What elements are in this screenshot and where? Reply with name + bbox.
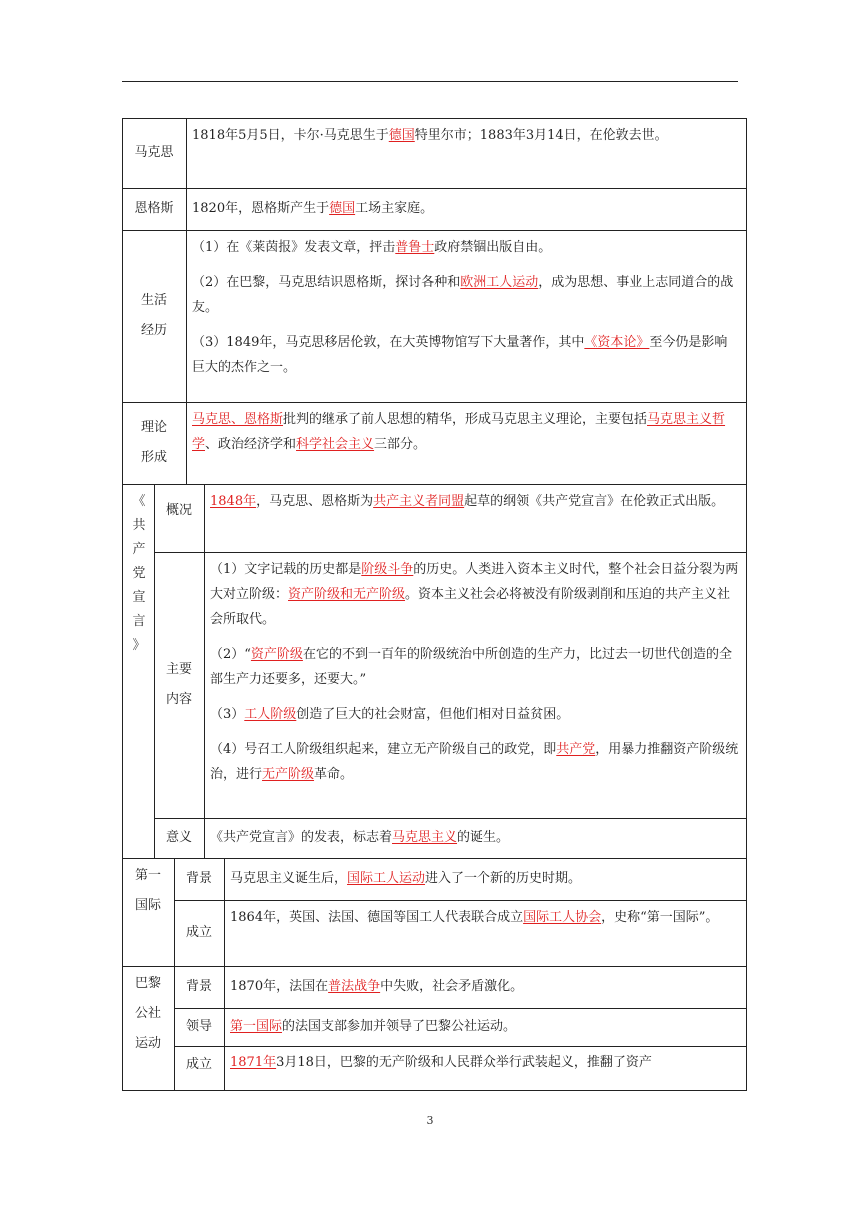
table-border (154, 484, 155, 858)
manifesto-overview-label: 概况 (165, 503, 192, 518)
table-border (122, 118, 123, 1091)
manifesto-group-label: 《 共 产 党 宣 言 》 (132, 494, 146, 653)
table-border (122, 858, 746, 859)
table-border (122, 966, 746, 967)
marx-content: 1818年5月5日，卡尔·马克思生于德国特里尔市；1883年3月14日，在伦敦去世。 (192, 128, 668, 143)
pc-leadership-content: 第一国际的法国支部参加并领导了巴黎公社运动。 (230, 1019, 517, 1034)
pc-background-content: 1870年，法国在普法战争中失败，社会矛盾激化。 (230, 979, 524, 994)
paris-commune-group-label: 巴黎 公社 运动 (134, 976, 161, 1051)
table-border (224, 858, 225, 1090)
pc-founding-content: 1871年3月18日，巴黎的无产阶级和人民群众举行武装起义，推翻了资产 (230, 1055, 652, 1070)
manifesto-content-label: 主要 内容 (165, 662, 192, 707)
fi-founding-label: 成立 (185, 925, 212, 940)
fi-founding-content: 1864年，英国、法国、德国等国工人代表联合成立国际工人协会，史称“第一国际”。 (230, 910, 719, 925)
table-border (122, 118, 746, 119)
marx-label: 马克思 (134, 145, 174, 160)
table-border (122, 1090, 746, 1091)
life-item-1: （1）在《莱茵报》发表文章，抨击普鲁士政府禁锢出版自由。 (192, 240, 552, 255)
manifesto-point-1: （1）文字记载的历史都是阶级斗争的历史。人类进入资本主义时代，整个社会日益分裂为两大对立阶级：资产阶级和无产阶级。资本主义社会必将被没有阶级剥削和压迫的共产主义社会所取代。 (210, 562, 739, 627)
life-label: 生活 经历 (140, 293, 167, 338)
manifesto-point-3: （3）工人阶级创造了巨大的社会财富，但他们相对日益贫困。 (210, 707, 570, 722)
pc-background-label: 背景 (185, 979, 212, 994)
page-number: 3 (426, 1114, 434, 1127)
theory-content: 马克思、恩格斯批判的继承了前人思想的精华，形成马克思主义理论，主要包括马克思主义哲学、政治经济学和科学社会主义三部分。 (192, 412, 726, 452)
life-item-2: （2）在巴黎，马克思结识恩格斯，探讨各种和欧洲工人运动，成为思想、事业上志同道合的战友。 (192, 275, 734, 315)
manifesto-overview-content: 1848年，马克思、恩格斯为共产主义者同盟起草的纲领《共产党宣言》在伦敦正式出版。 (210, 494, 725, 509)
table-border (186, 118, 187, 484)
table-border (154, 552, 746, 553)
table-border (122, 402, 746, 403)
engels-content: 1820年，恩格斯产生于德国工场主家庭。 (192, 201, 434, 216)
table-border (174, 858, 175, 1090)
table-border (122, 230, 746, 231)
engels-label: 恩格斯 (134, 201, 174, 216)
table-border (174, 1046, 746, 1047)
table-border (154, 818, 746, 819)
header-rule (122, 81, 738, 82)
life-content (186, 230, 746, 402)
manifesto-content-body (204, 552, 746, 818)
table-border (122, 188, 746, 189)
manifesto-significance-label: 意义 (165, 830, 192, 845)
table-border (174, 900, 746, 901)
manifesto-significance-content: 《共产党宣言》的发表，标志着马克思主义的诞生。 (210, 830, 510, 845)
life-item-3: （3）1849年，马克思移居伦敦，在大英博物馆写下大量著作，其中《资本论》至今仍是影响巨大的杰作之一。 (192, 335, 728, 375)
table-border (204, 484, 205, 858)
table-border (122, 484, 746, 485)
manifesto-point-4: （4）号召工人阶级组织起来，建立无产阶级自己的政党，即共产党，用暴力推翻资产阶级统治，进行无产阶级革命。 (210, 742, 739, 782)
fi-background-label: 背景 (185, 871, 212, 886)
manifesto-point-2: （2）“资产阶级在它的不到一百年的阶级统治中所创造的生产力，比过去一切世代创造的全部生产力还要多，还要大。” (210, 647, 732, 687)
fi-background-content: 马克思主义诞生后，国际工人运动进入了一个新的历史时期。 (230, 871, 582, 886)
pc-leadership-label: 领导 (185, 1019, 212, 1034)
pc-founding-label: 成立 (185, 1057, 212, 1072)
table-border (174, 1008, 746, 1009)
theory-label: 理论 形成 (140, 420, 167, 465)
table-border (746, 118, 747, 1091)
first-international-group-label: 第一 国际 (134, 868, 161, 913)
